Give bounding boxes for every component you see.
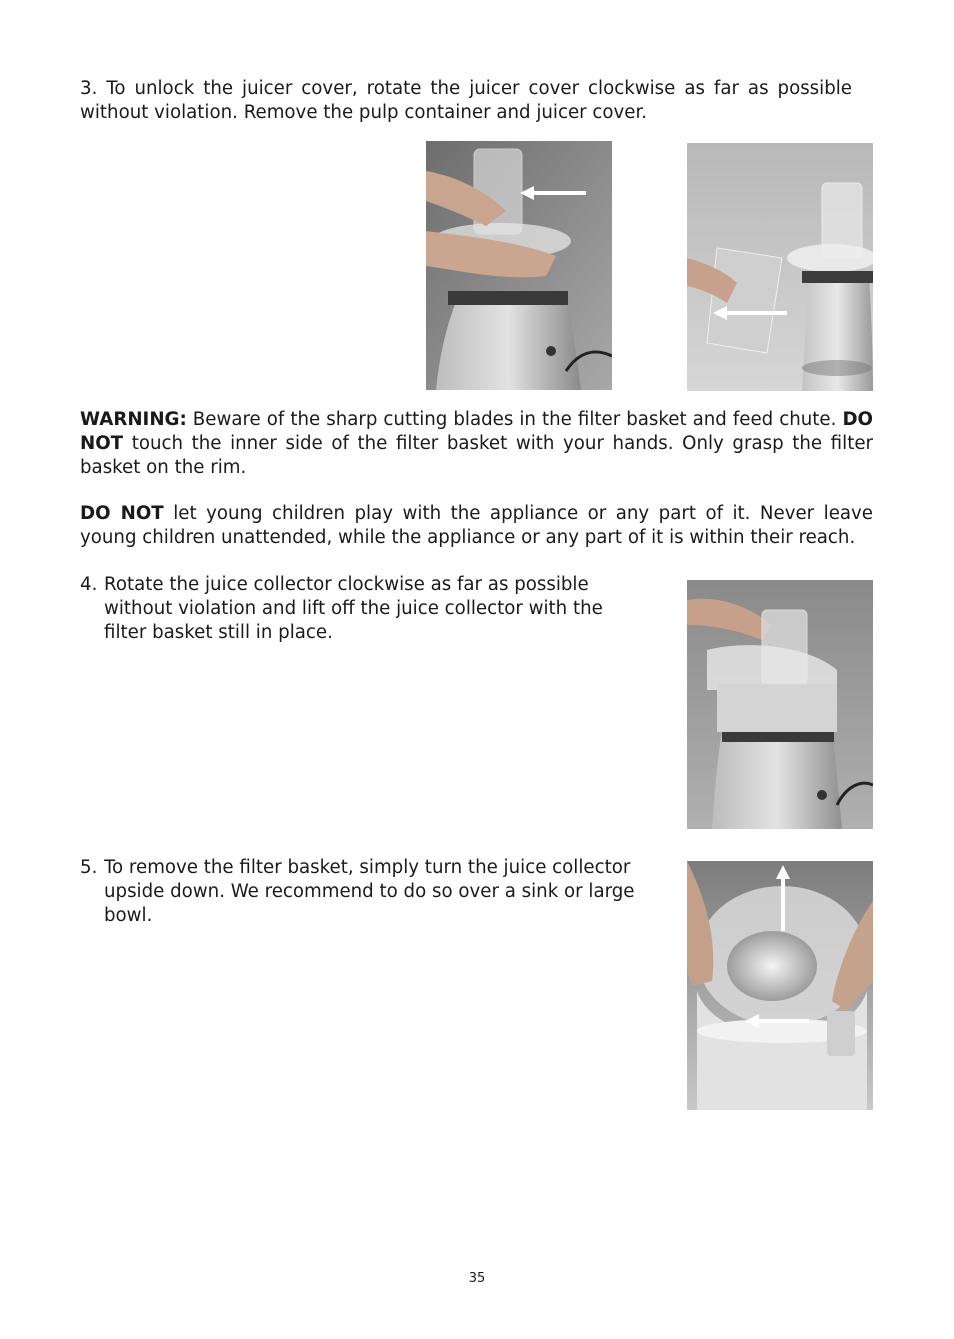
step-4-text: Rotate the juice collector clockwise as far as possible without violation and lift off the juice collector with the filter basket still in place. xyxy=(104,574,603,643)
children-warning-text: let young children play with the appliance or any part of it. Never leave young children unattended, while the appliance or any part of it is within their reach. xyxy=(80,503,873,548)
page-number: 35 xyxy=(468,1271,486,1286)
warning-text-1: Beware of the sharp cutting blades in the filter basket and feed chute. xyxy=(186,409,843,430)
arrow-up-icon xyxy=(775,865,791,931)
step-5-number: 5. xyxy=(80,857,98,878)
do-not-label: DO NOT xyxy=(80,409,873,454)
warning-label: WARNING: xyxy=(80,409,187,430)
step-5 xyxy=(80,856,650,936)
step-5-text: To remove the filter basket, simply turn the juice collector upside down. We recommend to do so over a sink or large bowl. xyxy=(104,857,635,926)
children-warning-paragraph xyxy=(80,502,873,550)
step-4-number: 4. xyxy=(80,574,98,595)
photo-lift-juice-collector xyxy=(687,580,873,829)
step-4 xyxy=(80,573,650,653)
photo-unlock-cover xyxy=(426,141,612,390)
photo-remove-pulp-container xyxy=(687,143,873,391)
arrow-left-icon xyxy=(713,305,789,321)
photo-remove-filter-basket xyxy=(687,861,873,1110)
arrow-left-icon xyxy=(745,1013,811,1029)
arrow-left-icon xyxy=(520,185,588,201)
do-not-label: DO NOT xyxy=(80,503,164,524)
warning-text-2: touch the inner side of the filter basket with your hands. Only grasp the filter basket on the rim. xyxy=(80,433,873,478)
warning-paragraph xyxy=(80,408,873,480)
step-3-text: 3. To unlock the juicer cover, rotate the juicer cover clockwise as far as possible without violation. Remove the pulp container and juicer cover. xyxy=(80,78,852,123)
